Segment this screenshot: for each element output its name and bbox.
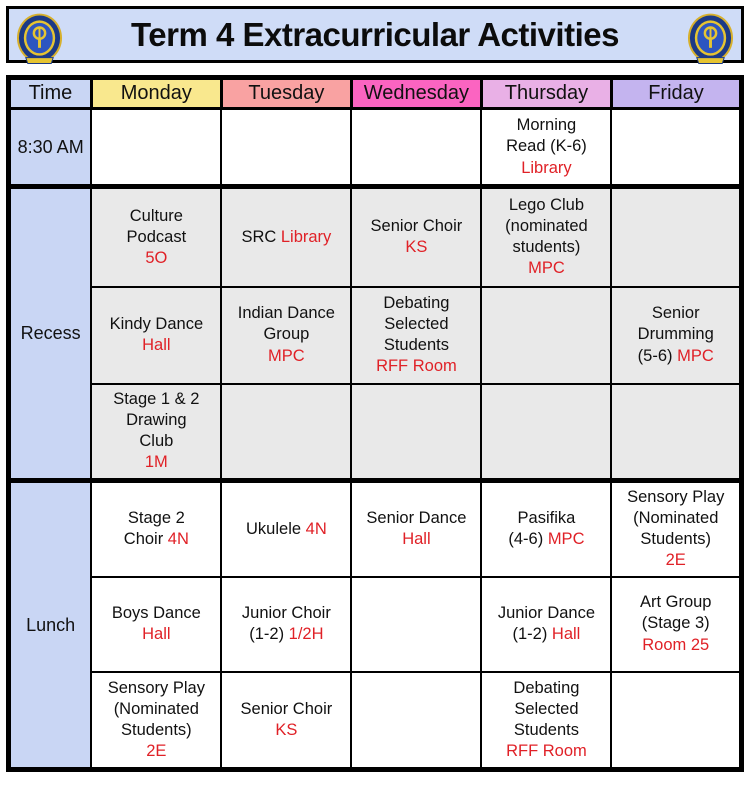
activity-name-text: Students — [383, 336, 449, 354]
activity-text-line — [224, 720, 348, 741]
activity-text-line — [94, 431, 218, 452]
activity-name-text: Senior Dance — [366, 509, 467, 528]
activity-name-text: Drumming — [637, 325, 714, 344]
activity-name-text: (Stage 3) — [641, 614, 710, 633]
activity-text-line — [614, 324, 737, 345]
activity-text-line — [94, 227, 218, 248]
activity-cell-lunch-2-thursday — [481, 577, 611, 672]
activity-name-text: (Nominated — [113, 699, 199, 718]
empty-cell-recess-3-wednesday — [351, 384, 481, 481]
timetable-row — [9, 672, 742, 770]
empty-cell-8-30-am-1-wednesday — [351, 109, 481, 187]
activity-cell-recess-2-tuesday — [221, 287, 351, 384]
activity-name-text: Group — [263, 325, 310, 344]
timetable-row — [9, 109, 742, 187]
activity-text-line — [484, 508, 608, 529]
activity-name-text: Drawing — [126, 411, 187, 430]
activity-location-text: Room 25 — [642, 635, 710, 654]
activity-text-line — [614, 346, 737, 367]
activity-text-line — [94, 389, 218, 410]
activity-name-text: Junior Dance — [497, 603, 596, 622]
timetable-row — [9, 481, 742, 577]
title-banner — [6, 6, 744, 63]
activity-cell-recess-3-monday — [91, 384, 221, 481]
activity-cell-lunch-2-friday — [611, 577, 741, 672]
activity-text-line — [94, 624, 218, 645]
activity-name-text: Students — [513, 720, 579, 739]
activity-cell-lunch-3-monday — [91, 672, 221, 770]
timetable-row — [9, 577, 742, 672]
activity-location-text: MPC — [547, 530, 585, 549]
empty-cell-recess-2-thursday — [481, 287, 611, 384]
activity-text-line — [224, 624, 348, 645]
activity-cell-recess-1-wednesday — [351, 187, 481, 287]
activity-cell-lunch-1-monday — [91, 481, 221, 577]
activity-text-line — [94, 248, 218, 269]
activity-text-line — [224, 303, 348, 324]
activity-name-text: Kindy Dance — [109, 314, 204, 333]
activity-text-line — [484, 699, 608, 720]
activity-text-line — [484, 741, 608, 762]
activity-text-line — [484, 158, 608, 179]
activity-text-line — [484, 603, 608, 624]
activity-text-line — [354, 314, 478, 335]
activity-cell-recess-2-wednesday — [351, 287, 481, 384]
activity-name-text: Art Group — [639, 593, 712, 612]
activity-text-line — [484, 237, 608, 258]
activity-name-text: (4-6) — [508, 530, 548, 549]
spacer — [6, 63, 744, 75]
timetable-row — [9, 384, 742, 481]
activity-name-text: Selected — [514, 699, 579, 718]
activity-text-line — [614, 550, 737, 571]
school-crest-logo — [16, 12, 63, 68]
activity-name-text: (5-6) — [637, 346, 678, 365]
activity-text-line — [94, 508, 218, 529]
empty-cell-recess-1-friday — [611, 187, 741, 287]
empty-cell-8-30-am-1-tuesday — [221, 109, 351, 187]
activity-text-line — [224, 227, 348, 248]
activity-cell-lunch-1-tuesday — [221, 481, 351, 577]
column-header-thursday: Thursday — [481, 78, 611, 109]
activity-text-line — [354, 508, 478, 529]
column-header-tuesday: Tuesday — [221, 78, 351, 109]
activity-name-text: Junior Choir — [241, 603, 331, 622]
column-header-friday: Friday — [611, 78, 741, 109]
empty-cell-8-30-am-1-friday — [611, 109, 741, 187]
activity-text-line — [484, 195, 608, 216]
activity-location-text: Hall — [142, 625, 171, 643]
empty-cell-lunch-2-wednesday — [351, 577, 481, 672]
activity-text-line — [94, 699, 218, 720]
activity-cell-lunch-3-thursday — [481, 672, 611, 770]
activity-location-text: MPC — [677, 346, 714, 365]
activity-text-line — [484, 720, 608, 741]
activity-location-text: 2E — [146, 741, 167, 760]
activity-location-text: 5O — [145, 248, 168, 267]
time-cell-recess: Recess — [9, 187, 92, 481]
activity-text-line — [224, 346, 348, 367]
activity-name-text: students) — [512, 238, 581, 257]
activity-name-text: Students) — [640, 530, 712, 549]
activity-text-line — [224, 324, 348, 345]
activity-location-text: RFF Room — [506, 741, 587, 760]
activity-text-line — [614, 508, 737, 529]
activity-name-text: Senior Choir — [370, 217, 463, 236]
activity-cell-8-30-am-1-thursday — [481, 109, 611, 187]
activity-cell-lunch-1-wednesday — [351, 481, 481, 577]
activity-name-text: Culture — [129, 206, 183, 225]
timetable — [6, 75, 744, 772]
activity-name-text: (Nominated — [633, 509, 719, 528]
activity-location-text: 1M — [144, 453, 168, 472]
activity-name-text: Stage 2 — [127, 509, 185, 528]
activity-name-text: Stage 1 & 2 — [113, 390, 200, 409]
activity-cell-lunch-2-tuesday — [221, 577, 351, 672]
activity-cell-recess-1-monday — [91, 187, 221, 287]
activity-text-line — [484, 258, 608, 279]
activity-cell-lunch-3-tuesday — [221, 672, 351, 770]
activity-name-text: SRC — [241, 227, 281, 246]
column-header-wednesday: Wednesday — [351, 78, 481, 109]
activity-text-line — [614, 635, 737, 656]
activity-name-text: Morning — [516, 116, 577, 135]
activity-text-line — [94, 720, 218, 741]
activity-location-text: MPC — [268, 346, 305, 365]
activity-location-text: 4N — [167, 530, 189, 549]
activity-name-text: Club — [139, 432, 174, 451]
activity-text-line — [94, 452, 218, 473]
empty-cell-recess-3-thursday — [481, 384, 611, 481]
empty-cell-lunch-3-friday — [611, 672, 741, 770]
activity-text-line — [614, 487, 737, 508]
timetable-body — [9, 109, 742, 770]
activity-text-line — [614, 592, 737, 613]
activity-text-line — [94, 741, 218, 762]
activity-cell-recess-1-thursday — [481, 187, 611, 287]
activity-name-text: Pasifika — [517, 509, 576, 528]
activity-cell-recess-1-tuesday — [221, 187, 351, 287]
activity-text-line — [614, 613, 737, 634]
activity-location-text: Library — [521, 158, 572, 177]
activity-name-text: Debating — [513, 678, 580, 697]
activity-name-text: Senior Choir — [240, 699, 333, 718]
activity-text-line — [614, 303, 737, 324]
time-cell-8-30-am: 8:30 AM — [9, 109, 92, 187]
activity-name-text: Podcast — [126, 227, 187, 246]
empty-cell-8-30-am-1-monday — [91, 109, 221, 187]
activity-text-line — [484, 529, 608, 550]
activity-cell-recess-2-friday — [611, 287, 741, 384]
activity-cell-lunch-1-thursday — [481, 481, 611, 577]
activity-text-line — [354, 356, 478, 377]
activity-text-line — [94, 410, 218, 431]
activity-name-text: (nominated — [505, 217, 588, 236]
column-header-monday: Monday — [91, 78, 221, 109]
activity-text-line — [224, 519, 348, 540]
empty-cell-lunch-3-wednesday — [351, 672, 481, 770]
activity-name-text: Senior — [651, 304, 700, 323]
activity-text-line — [94, 603, 218, 624]
time-cell-lunch: Lunch — [9, 481, 92, 770]
activity-location-text: 2E — [665, 551, 686, 570]
activity-cell-lunch-1-friday — [611, 481, 741, 577]
activity-text-line — [484, 115, 608, 136]
activity-text-line — [484, 624, 608, 645]
activity-location-text: KS — [405, 238, 428, 257]
activity-text-line — [484, 136, 608, 157]
activity-name-text: Sensory Play — [107, 678, 205, 697]
activity-location-text: KS — [275, 720, 298, 739]
activity-location-text: 4N — [305, 519, 327, 538]
activity-cell-recess-2-monday — [91, 287, 221, 384]
activity-name-text: Debating — [383, 293, 450, 312]
activity-location-text: RFF Room — [376, 357, 457, 376]
activity-name-text: (1-2) — [512, 625, 552, 643]
activity-location-text: 1/2H — [288, 625, 324, 643]
activity-name-text: Lego Club — [508, 196, 585, 215]
page-title: Term 4 Extracurricular Activities — [131, 15, 619, 53]
activity-name-text: Students) — [121, 720, 192, 739]
activity-location-text: Library — [280, 227, 332, 246]
activity-name-text: (1-2) — [249, 625, 289, 643]
activity-name-text: Boys Dance — [111, 603, 201, 622]
empty-cell-recess-3-friday — [611, 384, 741, 481]
activity-text-line — [94, 529, 218, 550]
activity-text-line — [224, 699, 348, 720]
activity-text-line — [354, 293, 478, 314]
column-header-time: Time — [9, 78, 92, 109]
activity-text-line — [354, 216, 478, 237]
activity-text-line — [94, 206, 218, 227]
activity-name-text: Indian Dance — [237, 304, 335, 323]
activity-name-text: Selected — [384, 314, 449, 333]
header-row — [9, 78, 742, 109]
activity-text-line — [354, 335, 478, 356]
activity-text-line — [94, 314, 218, 335]
empty-cell-recess-3-tuesday — [221, 384, 351, 481]
school-crest-logo — [687, 12, 734, 68]
timetable-row — [9, 287, 742, 384]
activity-name-text: Sensory Play — [627, 488, 725, 507]
activity-text-line — [354, 237, 478, 258]
activity-name-text: Choir — [123, 530, 168, 549]
timetable-row — [9, 187, 742, 287]
activity-location-text: Hall — [402, 530, 431, 549]
activity-name-text: Ukulele — [246, 519, 306, 538]
activity-text-line — [94, 678, 218, 699]
activity-text-line — [224, 603, 348, 624]
activity-text-line — [614, 529, 737, 550]
activity-name-text: Read (K-6) — [506, 137, 587, 156]
activity-cell-lunch-2-monday — [91, 577, 221, 672]
activity-text-line — [354, 529, 478, 550]
activity-location-text: MPC — [528, 259, 565, 278]
activity-location-text: Hall — [551, 625, 581, 643]
activity-text-line — [484, 216, 608, 237]
activity-text-line — [94, 335, 218, 356]
activity-text-line — [484, 678, 608, 699]
activity-location-text: Hall — [142, 336, 171, 354]
